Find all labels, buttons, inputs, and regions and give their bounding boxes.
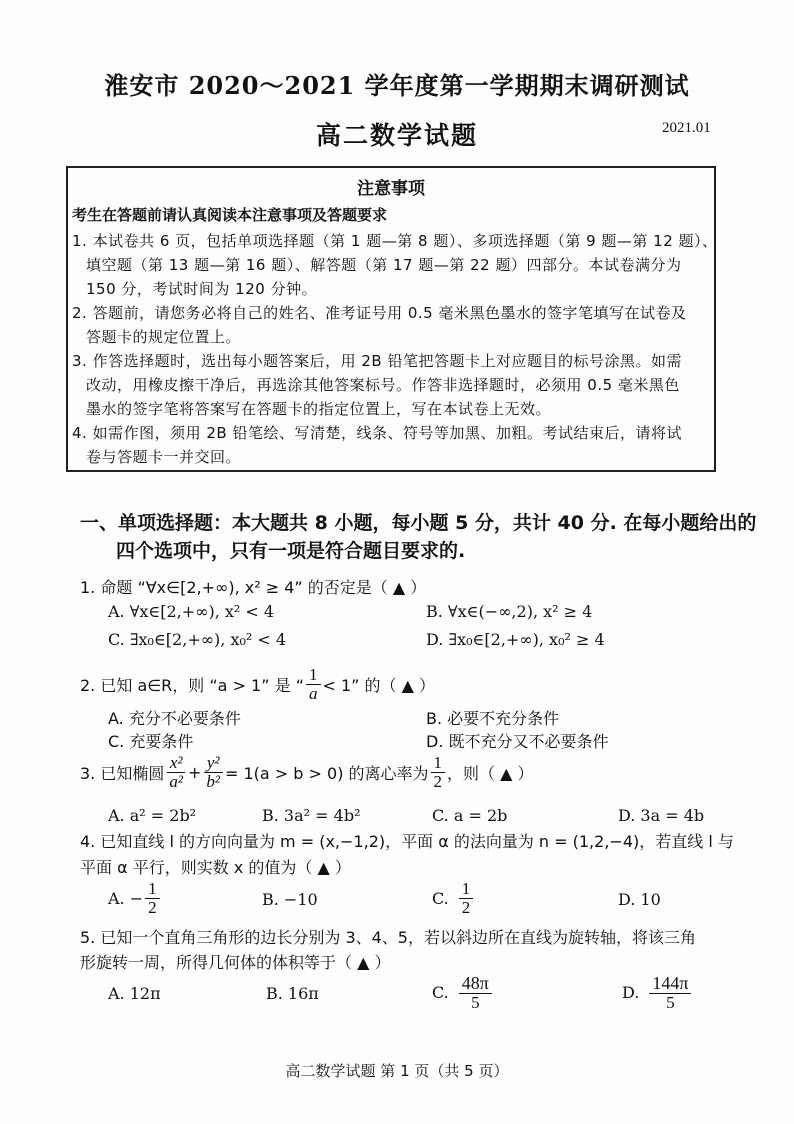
question-1-option-a: A. ∀x∈[2,+∞), x² < 4 (108, 602, 275, 621)
question-5-option-d (622, 974, 693, 1012)
option-label: C. (432, 983, 449, 1003)
notice-intro: 考生在答题前请认真阅读本注意事项及答题要求 (72, 206, 388, 224)
question-1-option-b: B. ∀x∈(−∞,2), x² ≥ 4 (426, 602, 593, 621)
question-2-option-a: A. 充分不必要条件 (108, 709, 241, 728)
fraction-denominator: 5 (666, 992, 675, 1012)
fraction-denominator: a² (169, 771, 183, 791)
fraction (145, 880, 160, 917)
option-label: D. (622, 983, 640, 1003)
question-3-option-b: B. 3a² = 4b² (262, 806, 361, 825)
fraction-numerator: x² (167, 754, 186, 773)
question-5-option-a: A. 12π (108, 984, 161, 1003)
question-2-stem-b: < 1” 的（ ▲ ） (322, 675, 436, 695)
fraction-numerator: 48π (459, 974, 492, 994)
fraction-numerator: 1 (459, 880, 474, 899)
fraction (166, 754, 186, 791)
fraction-denominator: 2 (461, 897, 471, 917)
fraction (431, 754, 446, 791)
notice-line: 填空题（第 13 题—第 16 题）、解答题（第 17 题—第 22 题）四部分。本试卷满分为 (86, 256, 682, 274)
question-3-option-a: A. a² = 2b² (108, 806, 197, 825)
notice-line: 卷与答题卡一并交回。 (86, 448, 242, 466)
notice-box (66, 166, 716, 472)
notice-title: 注意事项 (357, 179, 425, 199)
exam-date: 2021.01 (662, 120, 711, 136)
question-4-option-c (432, 880, 475, 917)
page-footer: 高二数学试题 第 1 页（共 5 页） (285, 1062, 509, 1080)
question-2-stem (80, 666, 435, 703)
notice-line: 150 分，考试时间为 120 分钟。 (86, 280, 318, 298)
question-1-stem: 1. 命题 “∀x∈[2,+∞), x² ≥ 4” 的否定是（ ▲ ） (80, 578, 427, 597)
question-1-option-c: C. ∃x₀∈[2,+∞), x₀² < 4 (108, 630, 287, 649)
question-3-stem-c: ，则（ ▲ ） (447, 763, 534, 783)
question-1-option-d: D. ∃x₀∈[2,+∞), x₀² ≥ 4 (426, 630, 605, 649)
question-2-option-d: D. 既不充分又不必要条件 (426, 732, 609, 751)
section-heading-cont: 四个选项中，只有一项是符合题目要求的. (116, 540, 466, 562)
fraction (649, 974, 691, 1012)
question-5-line-2: 形旋转一周，所得几何体的体积等于（ ▲ ） (80, 953, 391, 972)
question-2-option-c: C. 充要条件 (108, 732, 194, 751)
question-3-option-c: C. a = 2b (432, 806, 508, 825)
fraction-numerator: 1 (145, 880, 160, 899)
notice-line: 3. 作答选择题时，选出每小题答案后，用 2B 铅笔把答题卡上对应题目的标号涂黑。如需 (72, 352, 682, 370)
fraction-denominator: 2 (148, 897, 157, 917)
option-label: C. (432, 888, 449, 908)
fraction (459, 880, 474, 917)
question-3-stem (80, 754, 534, 791)
question-3-stem-b: = 1(a > b > 0) 的离心率为 (224, 763, 429, 783)
exam-title: 淮安市 2020～2021 学年度第一学期期末调研测试 (104, 71, 690, 100)
question-3-option-d: D. 3a = 4b (618, 806, 705, 825)
fraction-numerator: y² (204, 754, 223, 773)
question-2-option-b: B. 必要不充分条件 (426, 709, 560, 728)
fraction (203, 754, 223, 791)
fraction-denominator: b² (206, 771, 220, 791)
notice-line: 4. 如需作图，须用 2B 铅笔绘、写清楚，线条、符号等加黑、加粗。考试结束后，请将试 (72, 424, 682, 442)
fraction-denominator: 5 (471, 992, 480, 1012)
question-5-line-1: 5. 已知一个直角三角形的边长分别为 3、4、5，若以斜边所在直线为旋转轴，将该三角 (80, 928, 696, 947)
fraction-numerator: 1 (431, 754, 446, 773)
notice-line: 1. 本试卷共 6 页，包括单项选择题（第 1 题—第 8 题）、多项选择题（第 9 题—第 12 题）、 (72, 232, 718, 250)
question-5-option-b: B. 16π (266, 984, 319, 1003)
fraction (306, 666, 321, 703)
question-5-option-c (432, 974, 494, 1012)
fraction (459, 974, 492, 1012)
fraction-numerator: 144π (649, 974, 691, 994)
fraction-denominator: 2 (433, 771, 443, 791)
notice-line: 2. 答题前，请您务必将自己的姓名、准考证号用 0.5 毫米黑色墨水的签字笔填写在试卷及 (72, 304, 687, 322)
question-4-option-b: B. −10 (262, 890, 318, 909)
question-4-line-2: 平面 α 平行，则实数 x 的值为（ ▲ ） (80, 858, 351, 877)
question-3-stem-a: 3. 已知椭圆 (80, 763, 165, 783)
plus-sign: + (187, 762, 202, 782)
question-4-option-d: D. 10 (618, 890, 661, 909)
section-heading: 一、单项选择题：本大题共 8 小题，每小题 5 分，共计 40 分. 在每小题给出的 (80, 512, 757, 534)
exam-subtitle: 高二数学试题 (315, 121, 478, 150)
notice-line: 答题卡的规定位置上。 (86, 328, 242, 346)
option-label: A. − (108, 888, 144, 908)
notice-line: 改动，用橡皮擦干净后，再选涂其他答案标号。作答非选择题时，必须用 0.5 毫米黑色 (86, 376, 680, 394)
fraction-numerator: 1 (306, 666, 321, 685)
notice-line: 墨水的签字笔将答案写在答题卡的指定位置上，写在本试卷上无效。 (86, 400, 552, 418)
question-4-line-1: 4. 已知直线 l 的方向向量为 m = (x,−1,2)，平面 α 的法向量为 n = (1,2,−4)，若直线 l 与 (80, 832, 734, 851)
question-4-option-a (108, 880, 162, 917)
question-2-stem-a: 2. 已知 a∈R，则 “a > 1” 是 “ (80, 675, 304, 695)
fraction-denominator: a (309, 683, 318, 703)
